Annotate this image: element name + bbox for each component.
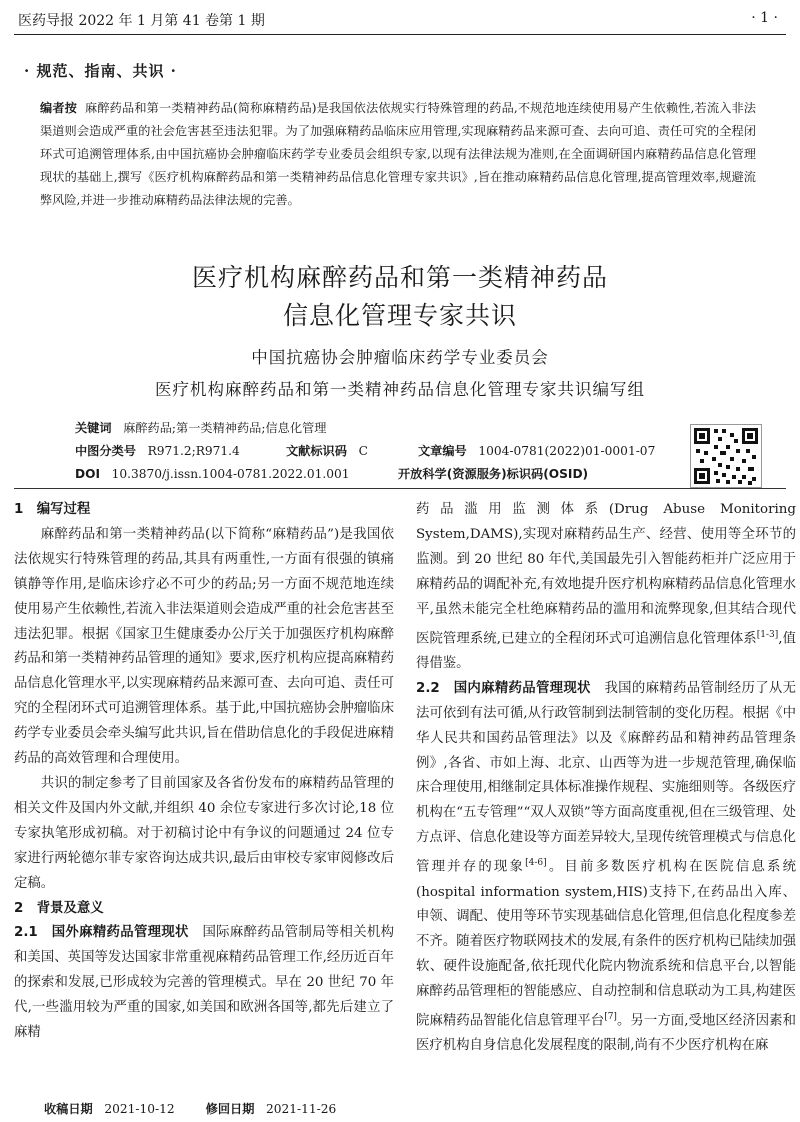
paragraph-text: 。另一方面,受地区经济因素和医疗机构自身信息化发展程度的限制,尚有不少医疗机构在麻 — [416, 1013, 796, 1054]
doc-code — [286, 441, 368, 461]
heading-foreign-status: 2.1 国外麻精药品管理现状 — [14, 925, 189, 941]
article-number — [418, 441, 655, 461]
editor-note-text: 麻醉药品和第一类精神药品(简称麻精药品)是我国依法依规实行特殊管理的药品,不规范地连续使用易产生依赖性,若流入非法渠道则会造成严重的社会危害甚至违法犯罪。为了加强麻精药品临床应用管理,实现麻精药品来源可查、去向可追、责任可究的全程闭环式可追溯管理体系,由中国抗癌协会肿瘤临床药学专业委员会组织专家,以现有法律法规为准则,在全面调研国内麻精药品信息化管理现状的基础上,撰写《医疗机构麻醉药品和第一类精神药品信息化管理专家共识》,旨在推动麻精药品信息化管理,提高管理效率,规避流弊风险,并进一步推动麻精药品法律法规的完善。 — [40, 101, 756, 207]
clc-label: 中图分类号 — [75, 444, 136, 458]
doi-label: DOI — [75, 467, 101, 481]
paragraph-text: 药品滥用监测体系(Drug Abuse Monitoring System,DAMS),实现对麻精药品生产、经营、使用等全环节的监测。到 20 世纪 80 年代,美国最先引入智能药柜并广泛应用于麻精药品的调配补充,有效地提升医疗机构麻精药品信息化管理水平,虽然未能完全杜绝麻精药品的滥用和流弊现象,但其结合现代医院管理系统,已建立的全程闭环式可追溯信息化管理体系 — [416, 502, 796, 646]
keywords-value: 麻醉药品;第一类精神药品;信息化管理 — [123, 421, 327, 435]
keywords-label: 关键词 — [75, 421, 112, 435]
osid-label: 开放科学(资源服务)标识码(OSID) — [398, 467, 589, 481]
article-title-line2: 信息化管理专家共识 — [282, 301, 517, 330]
doi-value: 10.3870/j.issn.1004-0781.2022.01.001 — [111, 467, 350, 481]
qr-code — [690, 424, 762, 488]
paragraph-text: 。目前多数医疗机构在医院信息系统(hospital information system,HIS)支持下,在药品出入库、申领、调配、使用等环节实现基础信息化管理,但信息化程度参差不齐。随着医疗物联网技术的发展,有条件的医疗机构已陆续加强软、硬件设施配备,依托现代化院内物流系统和信息平台,以智能麻醉药品管理柜的智能感应、自动控制和信息联动为工具,构建医院麻精药品智能化信息管理平台 — [416, 859, 797, 1029]
paragraph-text: 国际麻醉药品管制局等相关机构和美国、英国等发达国家非常重视麻精药品管理工作,经历近百年的探索和发展,已形成较为完善的管理模式。早在 20 世纪 70 年代,一些滥用较为严重的国家,如美国和欧洲各国等,都先后建立了麻精 — [14, 925, 395, 1041]
author-org-line1: 中国抗癌协会肿瘤临床药学专业委员会 — [251, 348, 549, 367]
section-tag: · 规范、指南、共识 · — [24, 62, 177, 80]
article-no-label: 文章编号 — [418, 444, 467, 458]
keywords — [75, 418, 326, 438]
paragraph: 麻醉药品和第一类精神药品(以下简称“麻精药品”)是我国依法依规实行特殊管理的药品,其具有两重性,一方面有很强的镇痛镇静等作用,是临床诊疗必不可少的药品;另一方面不规范地连续使用易产生依赖性,若流入非法渠道则会造成严重的社会危害甚至违法犯罪。根据《国家卫生健康委办公厅关于加强医疗机构麻醉药品和第一类精神药品管理的通知》要求,医疗机构应提高麻精药品信息化管理水平,以实现麻精药品来源可查、去向可追、责任可究的全程闭环式可追溯管理体系。基于此,中国抗癌协会肿瘤临床药学专业委员会牵头编写此共识,旨在借助信息化的手段促进麻精药品的高效管理和合理使用。 — [14, 526, 394, 767]
clc-value: R971.2;R971.4 — [147, 444, 240, 458]
citation: [1-3] — [756, 629, 779, 640]
revised-date: 2021-11-26 — [266, 1102, 337, 1116]
left-column — [14, 498, 394, 1046]
paragraph: 共识的制定参考了目前国家及各省份发布的麻精药品管理的相关文件及国内外文献,并组织 40 余位专家进行多次讨论,18 位专家执笔形成初稿。对于初稿讨论中有争议的问题通过 24 位专家进行两轮德尔菲专家咨询达成共识,最后由审校专家审阅修改后定稿。 — [14, 775, 394, 891]
article-title-line1: 医疗机构麻醉药品和第一类精神药品 — [191, 263, 608, 292]
osid — [398, 464, 588, 484]
heading-writing-process: 1 编写过程 — [14, 502, 91, 517]
heading-background: 2 背景及意义 — [14, 900, 104, 916]
citation: [4-6] — [525, 858, 547, 869]
header-rule — [14, 34, 786, 35]
paragraph-text: 我国的麻精药品管制经历了从无法可依到有法可循,从行政管制到法制管制的变化历程。根据《中华人民共和国药品管理法》以及《麻醉药品和精神药品管理条例》,各省、市如上海、北京、山西等为进一步规范管理,确保临床合理使用,相继制定具体标准操作规程、实施细则等。各级医疗机构在“五专管理”“双人双锁”等方面高度重视,但在三级管理、处方点评、信息化建设等方面差异较大,呈现传统管理模式与信息化管理并存的现象 — [416, 680, 797, 875]
right-column — [416, 498, 796, 1059]
editor-note — [40, 97, 756, 212]
paragraph-text: ,值得借鉴。 — [416, 631, 796, 671]
article-no-value: 1004-0781(2022)01-0001-07 — [478, 444, 656, 458]
doi — [75, 464, 350, 484]
received-label: 收稿日期 — [44, 1102, 93, 1116]
paragraph — [416, 498, 796, 677]
footnote-dates — [44, 1100, 336, 1117]
running-header-journal: 医药导报 2022 年 1 月第 41 卷第 1 期 — [18, 13, 265, 29]
page-number: · 1 · — [751, 10, 778, 26]
editor-note-label: 编者按 — [40, 101, 77, 115]
received-date: 2021-10-12 — [104, 1102, 175, 1116]
revised-label: 修回日期 — [205, 1102, 255, 1116]
clc-number — [75, 441, 240, 461]
heading-domestic-status: 2.2 国内麻精药品管理现状 — [416, 680, 591, 696]
doc-code-label: 文献标识码 — [286, 444, 347, 458]
citation: [7] — [604, 1012, 617, 1023]
author-org-line2: 医疗机构麻醉药品和第一类精神药品信息化管理专家共识编写组 — [155, 380, 645, 399]
doc-code-value: C — [358, 444, 368, 458]
qr-code-icon — [691, 425, 761, 487]
meta-divider — [14, 488, 786, 489]
